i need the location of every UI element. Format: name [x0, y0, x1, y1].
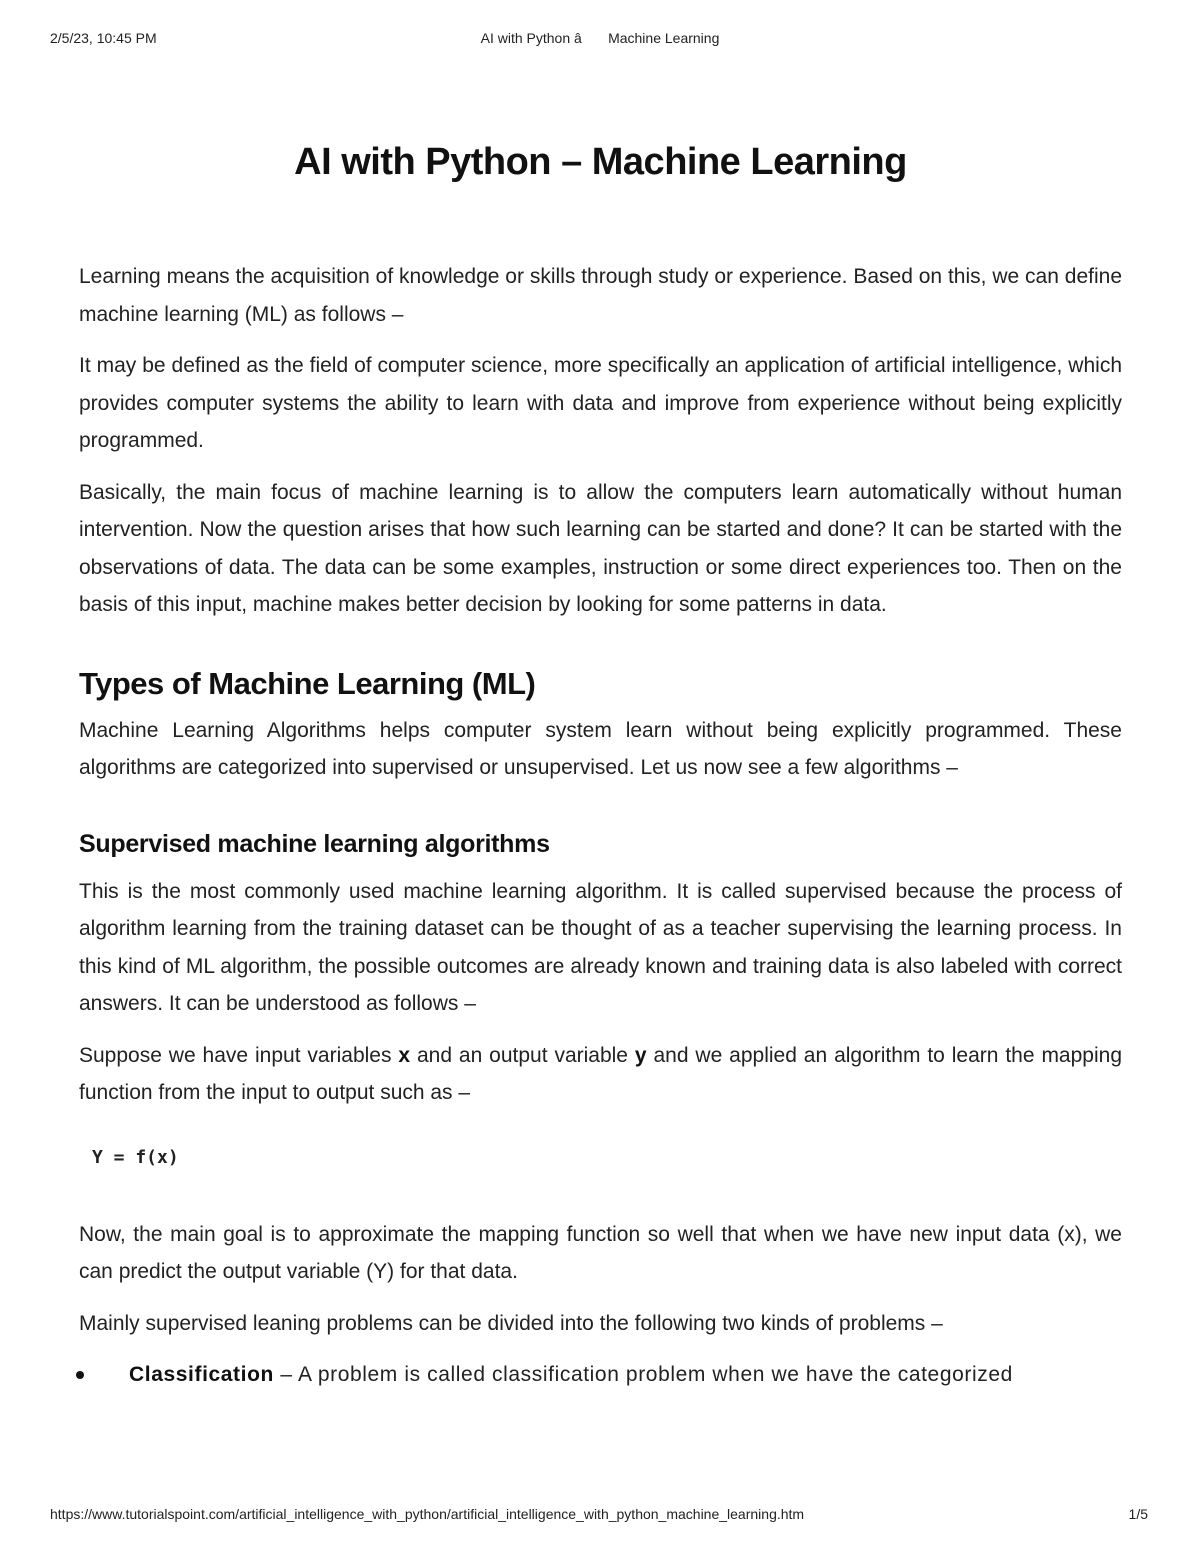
list-item	[79, 1356, 1122, 1394]
intro-paragraph-2: It may be defined as the field of computer science, more specifically an application of artificial intelligence, which provides computer systems the ability to learn with data and improve from experience without being explicitly programmed.	[79, 354, 1122, 452]
supervised-paragraph: This is the most commonly used machine learning algorithm. It is called supervised because the process of algorithm learning from the training dataset can be thought of as a teacher supervising the learning process. In this kind of ML algorithm, the possible outcomes are already known and training data is also labeled with correct answers. It can be understood as follows –	[79, 879, 1122, 1015]
goal-paragraph: Now, the main goal is to approximate the mapping function so well that when we have new input data (x), we can predict the output variable (Y) for that data.	[79, 1222, 1122, 1283]
types-paragraph: Machine Learning Algorithms helps computer system learn without being explicitly programmed. These algorithms are categorized into supervised or unsupervised. Let us now see a few algorithms –	[79, 718, 1122, 779]
classification-text: – A problem is called classification problem when we have the categorized	[273, 1363, 1013, 1386]
intro-paragraph-1: Learning means the acquisition of knowledge or skills through study or experience. Based on this, we can define machine learning (ML) as follows –	[79, 265, 1122, 326]
variable-x: x	[398, 1043, 411, 1067]
code-snippet: Y = f(x)	[92, 1146, 179, 1168]
print-document-title: AI with Python â Machine Learning	[480, 30, 720, 46]
problem-kinds-list	[79, 1356, 1122, 1394]
page-number: 1/5	[1128, 1506, 1148, 1522]
kinds-paragraph: Mainly supervised leaning problems can be divided into the following two kinds of problems –	[79, 1311, 943, 1335]
print-header	[0, 30, 1200, 50]
suppose-text-3: and we applied an algorithm to learn the mapping function from the input to output such as –	[79, 1043, 1122, 1104]
print-datetime: 2/5/23, 10:45 PM	[50, 30, 157, 46]
supervised-heading: Supervised machine learning algorithms	[79, 829, 550, 858]
page-title: AI with Python – Machine Learning	[294, 141, 907, 183]
suppose-paragraph	[79, 1037, 1122, 1112]
classification-term: Classification	[129, 1363, 274, 1386]
article-content	[79, 138, 1122, 1394]
variable-y: y	[634, 1043, 647, 1067]
page-url: https://www.tutorialspoint.com/artificial_intelligence_with_python/artificial_intelligence_with_python_machine_learning.htm	[50, 1506, 805, 1522]
bullet-icon	[76, 1371, 84, 1379]
suppose-text-1: Suppose we have input variables	[79, 1043, 399, 1067]
intro-paragraph-3: Basically, the main focus of machine learning is to allow the computers learn automatically without human intervention. Now the question arises that how such learning can be started and done? It can be started with the observations of data. The data can be some examples, instruction or some direct experiences too. Then on the basis of this input, machine makes better decision by looking for some patterns in data.	[79, 480, 1122, 616]
types-heading: Types of Machine Learning (ML)	[79, 665, 536, 701]
suppose-text-2: and an output variable	[410, 1043, 635, 1067]
